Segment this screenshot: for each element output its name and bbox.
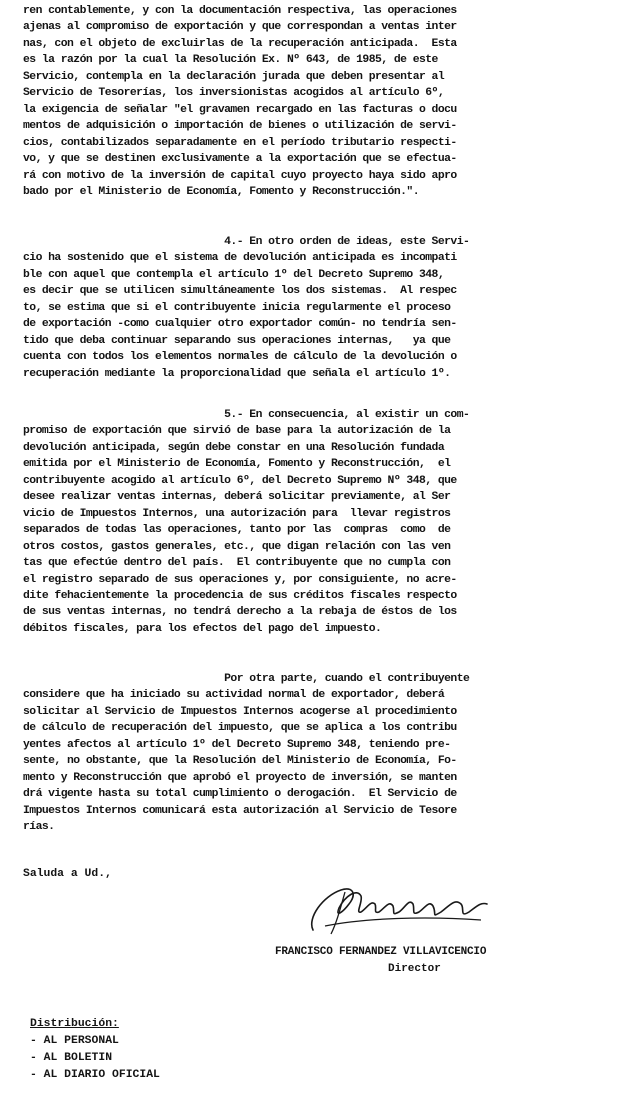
text-line: ren contablemente, y con la documentación respectiva, las operaciones [23, 5, 457, 17]
text-line: débitos fiscales, para los efectos del pago del impuesto. [23, 622, 382, 635]
text-line: mento y Reconstrucción que aprobó el proyecto de inversión, se manten [23, 771, 457, 784]
distribution-item: - AL DIARIO OFICIAL [30, 1069, 160, 1081]
text-line: tas que efectúe dentro del país. El contribuyente que no cumpla con [23, 557, 451, 570]
text-line: recuperación mediante la proporcionalidad que señala el artículo 1º. [23, 367, 451, 380]
distribution-heading: Distribución: [30, 1018, 119, 1030]
text-line: desee realizar ventas internas, deberá solicitar previamente, al Ser [23, 491, 451, 504]
greeting: Saluda a Ud., [23, 868, 112, 880]
text-line: mentos de adquisición o importación de bienes o utilización de servi- [23, 120, 457, 133]
text-line: de exportación -como cualquier otro exportador común- no tendría sen- [23, 318, 457, 331]
text-line: Servicio, contempla en la declaración jurada que deben presentar al [23, 70, 445, 83]
text-line: emitida por el Ministerio de Economía, Fomento y Reconstrucción, el [23, 458, 451, 471]
text-line: promiso de exportación que sirvió de base para la autorización de la [23, 425, 451, 438]
distribution-item: - AL PERSONAL [30, 1035, 119, 1047]
text-line: otros costos, gastos generales, etc., que digan relación con las ven [23, 540, 451, 553]
text-line: vo, y que se destinen exclusivamente a la exportación que se efectua- [23, 153, 457, 166]
text-line: considere que ha iniciado su actividad normal de exportador, deberá [23, 689, 445, 702]
text-line: vicio de Impuestos Internos, una autorización para llevar registros [23, 507, 451, 520]
text-line: contribuyente acogido al artículo 6º, del Decreto Supremo Nº 348, que [23, 474, 457, 487]
text-line: de sus ventas internas, no tendrá derecho a la rebaja de éstos de los [23, 606, 457, 619]
text-line: bado por el Ministerio de Economía, Fomento y Reconstrucción.". [23, 185, 419, 198]
text-line: devolución anticipada, según debe constar en una Resolución fundada [23, 441, 445, 454]
text-line: de cálculo de recuperación del impuesto, que se aplica a los contribu [23, 722, 457, 735]
text-line: drá vigente hasta su total cumplimiento o derogación. El Servicio de [23, 788, 457, 801]
text-line: separados de todas las operaciones, tanto por las compras como de [23, 524, 451, 537]
text-line: 4.- En otro orden de ideas, este Servi- [23, 236, 470, 248]
text-line: rías. [23, 821, 55, 834]
text-line: Por otra parte, cuando el contribuyente [23, 673, 470, 685]
text-line: cuenta con todos los elementos normales de cálculo de la devolución o [23, 351, 457, 364]
text-line: es decir que se utilicen simultáneamente los dos sistemas. Al respec [23, 285, 457, 298]
text-line: dite fehacientemente la procedencia de sus créditos fiscales respecto [23, 589, 457, 602]
text-line: rá con motivo de la inversión de capital cuyo proyecto haya sido apro [23, 169, 457, 182]
text-line: solicitar al Servicio de Impuestos Internos acogerse al procedimiento [23, 705, 457, 718]
distribution-item: - AL BOLETIN [30, 1052, 113, 1064]
text-line: yentes afectos al artículo 1º del Decreto Supremo 348, teniendo pre- [23, 738, 451, 751]
paragraph-5 [23, 407, 623, 637]
signer-title: Director [388, 963, 441, 975]
signer-name: FRANCISCO FERNANDEZ VILLAVICENCIO [275, 946, 487, 958]
distribution-list [30, 1016, 160, 1084]
text-line: Impuestos Internos comunicará esta autorización al Servicio de Tesore [23, 804, 457, 817]
text-line: es la razón por la cual la Resolución Ex. Nº 643, de 1985, de este [23, 54, 438, 67]
text-line: nas, con el objeto de excluirlas de la recuperación anticipada. Esta [23, 37, 457, 50]
text-line: el registro separado de sus operaciones y, por consiguiente, no acre- [23, 573, 457, 586]
text-line: Servicio de Tesorerías, los inversionistas acogidos al artículo 6º, [23, 87, 445, 100]
paragraph-continuation [23, 3, 623, 200]
text-line: la exigencia de señalar "el gravamen recargado en las facturas o docu [23, 103, 457, 116]
text-line: ble con aquel que contempla el artículo 1º del Decreto Supremo 348, [23, 268, 445, 281]
text-line: to, se estima que si el contribuyente inicia regularmente el proceso [23, 301, 451, 314]
paragraph-4 [23, 234, 623, 382]
text-line: cio ha sostenido que el sistema de devolución anticipada es incompati [23, 252, 457, 265]
text-line: tido que deba continuar separando sus operaciones internas, ya que [23, 334, 451, 347]
handwritten-signature [305, 878, 495, 938]
text-line: sente, no obstante, que la Resolución del Ministerio de Economía, Fo- [23, 755, 457, 768]
text-line: cios, contabilizados separadamente en el período tributario respecti- [23, 136, 457, 149]
text-line: ajenas al compromiso de exportación y que correspondan a ventas inter [23, 21, 457, 34]
paragraph-other [23, 671, 623, 836]
text-line: 5.- En consecuencia, al existir un com- [23, 409, 470, 421]
